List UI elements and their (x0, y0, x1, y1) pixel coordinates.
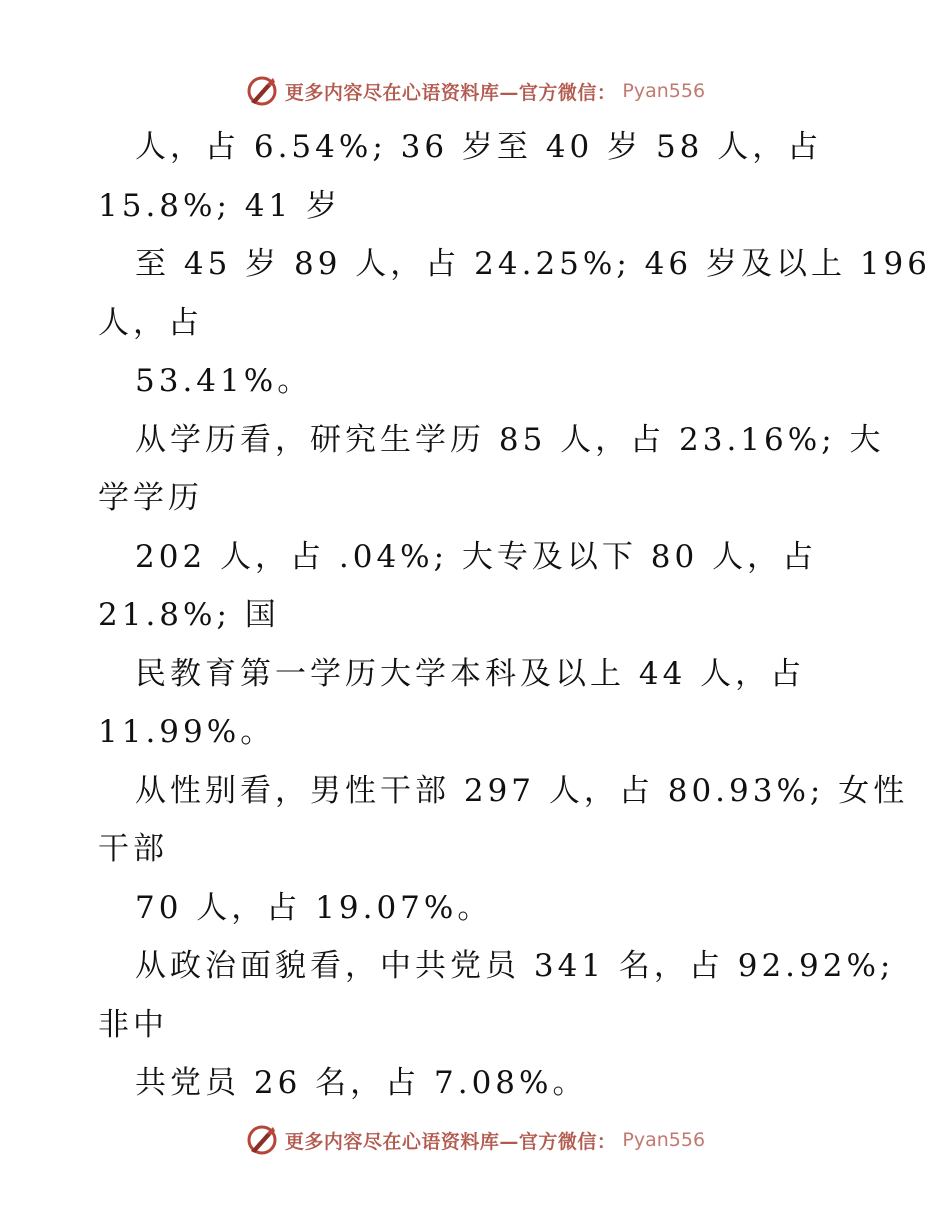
text-line: 学学历 (98, 480, 203, 516)
footer-watermark (0, 1120, 950, 1160)
pen-emblem-icon (245, 74, 279, 108)
text-line: 15.8%; 41 岁 (98, 187, 342, 224)
text-line: 70 人，占 19.07%。 (135, 889, 493, 926)
watermark-text: 更多内容尽在心语资料库—官方微信： (284, 81, 617, 104)
header-watermark (0, 71, 950, 111)
text-line: 干部 (98, 831, 168, 867)
text-line: 从政治面貌看，中共党员 341 名，占 92.92%; (135, 948, 895, 984)
pen-emblem-icon (245, 1123, 279, 1157)
text-line: 非中 (98, 1006, 168, 1043)
text-line: 人，占 (98, 304, 203, 341)
text-line: 从学历看，研究生学历 85 人，占 23.16%; 大 (135, 421, 885, 458)
text-line: 202 人，占 .04%; 大专及以下 80 人，占 (135, 538, 818, 575)
text-line: 53.41%。 (135, 363, 313, 399)
text-line: 共党员 26 名，占 7.08%。 (135, 1065, 588, 1101)
watermark-wechat-id: Pyan556 (622, 80, 706, 102)
watermark-wechat-id: Pyan556 (622, 1129, 706, 1151)
text-line: 人，占 6.54%; 36 岁至 40 岁 58 人，占 (135, 129, 823, 165)
document-body (0, 118, 950, 1113)
text-line: 至 45 岁 89 人，占 24.25%; 46 岁及以上 196 (135, 246, 931, 282)
text-line: 11.99%。 (98, 714, 276, 750)
text-line: 民教育第一学历大学本科及以上 44 人，占 (135, 655, 806, 692)
watermark-text: 更多内容尽在心语资料库—官方微信： (284, 1130, 617, 1153)
text-line: 从性别看，男性干部 297 人，占 80.93%; 女性 (135, 772, 909, 809)
text-line: 21.8%; 国 (98, 597, 280, 633)
